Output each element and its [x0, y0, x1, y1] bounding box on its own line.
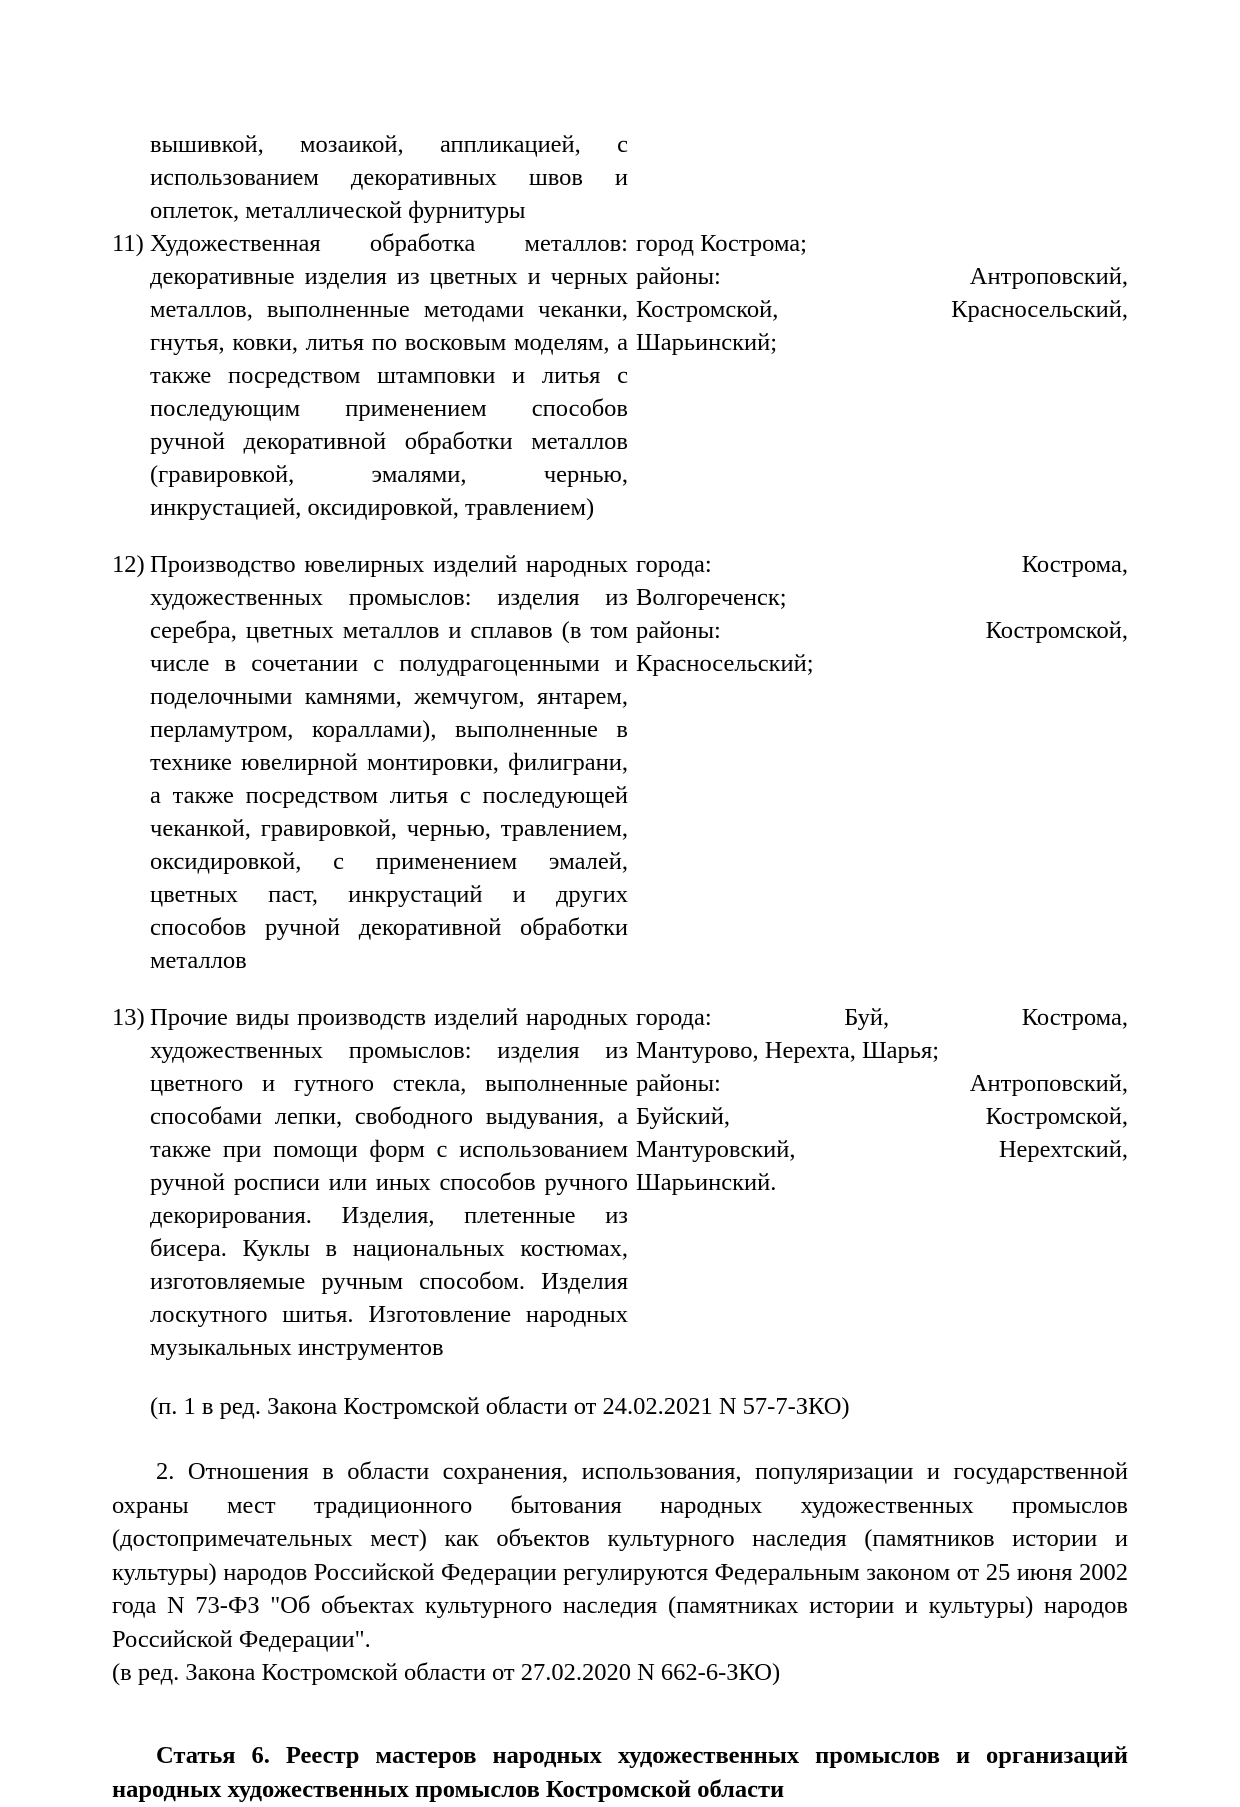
- item-number-11: 11): [112, 230, 144, 257]
- item-territory-11: [636, 227, 1128, 359]
- territory-line: районы: Антроповский,: [636, 263, 1128, 290]
- item-description-13: Прочие виды производств изделий народных художественных промыслов: изделия из цветного и гутного стекла, выполненные способами лепки, свободного выдувания, а также при помощи форм с использованием ручной росписи или иных способов ручного декорирования. Изделия, плетенные из бисера. Куклы в национальных костюмах, изготовляемые ручным способом. Изделия лоскутного шитья. Изготовление народных музыкальных инструментов: [150, 1004, 628, 1361]
- paragraph-2: 2. Отношения в области сохранения, использования, популяризации и государственной охраны мест традиционного бытования народных художественных промыслов (достопримечательных мест) как объектов культурного наследия (памятников истории и культуры) народов Российской Федерации регулируются Федеральным законом от 25 июня 2002 года N 73-ФЗ "Об объектах культурного наследия (памятниках истории и культуры) народов Российской Федерации".: [112, 1458, 1128, 1653]
- territory-line: районы: Антроповский,: [636, 1070, 1128, 1097]
- item-reference-note: (п. 1 в ред. Закона Костромской области от 24.02.2021 N 57-7-ЗКО): [150, 1393, 850, 1420]
- article-6-heading: Статья 6. Реестр мастеров народных художественных промыслов и организаций народных художественных промыслов Костромской области: [112, 1742, 1128, 1803]
- territory-line: Костромской, Красносельский,: [636, 296, 1128, 323]
- list-item-11: [112, 227, 1128, 524]
- territory-line: Буйский, Костромской,: [636, 1103, 1128, 1130]
- item-territory-13: [636, 1001, 1128, 1199]
- page-content: [112, 128, 1128, 1807]
- territory-line: Мантуровский, Нерехтский,: [636, 1136, 1128, 1163]
- territory-line: Красносельский;: [636, 650, 814, 677]
- list-item-12: [112, 548, 1128, 977]
- item-number-13: 13): [112, 1004, 145, 1031]
- item-number-12: 12): [112, 551, 145, 578]
- territory-line: города: Кострома,: [636, 551, 1128, 578]
- continuation-text: вышивкой, мозаикой, аппликацией, с использованием декоративных швов и оплеток, металлической фурнитуры: [150, 131, 628, 224]
- territory-line: Мантурово, Нерехта, Шарья;: [636, 1037, 940, 1064]
- territory-line: город Кострома;: [636, 230, 807, 257]
- paragraph-2-reference-note: (в ред. Закона Костромской области от 27.02.2020 N 662-6-ЗКО): [112, 1659, 781, 1686]
- item-description-11: Художественная обработка металлов: декоративные изделия из цветных и черных металлов, выполненные методами чеканки, гнутья, ковки, литья по восковым моделям, а также посредством штамповки и литья с последующим применением способов ручной декоративной обработки металлов (гравировкой, эмалями, чернью, инкрустацией, оксидировкой, травлением): [150, 230, 628, 521]
- territory-line: города: Буй, Кострома,: [636, 1004, 1128, 1031]
- territory-line: Волгореченск;: [636, 584, 787, 611]
- item-description-12: Производство ювелирных изделий народных художественных промыслов: изделия из серебра, цветных металлов и сплавов (в том числе в сочетании с полудрагоценными и поделочными камнями, жемчугом, янтарем, перламутром, кораллами), выполненные в технике ювелирной монтировки, филиграни, а также посредством литья с последующей чеканкой, гравировкой, чернью, травлением, оксидировкой, с применением эмалей, цветных паст, инкрустаций и других способов ручной декоративной обработки металлов: [150, 551, 628, 974]
- territory-line: Шарьинский;: [636, 329, 778, 356]
- list-item-13: [112, 1001, 1128, 1364]
- continuation-row: [112, 128, 1128, 227]
- territory-line: Шарьинский.: [636, 1169, 777, 1196]
- territory-line: районы: Костромской,: [636, 617, 1128, 644]
- item-territory-12: [636, 548, 1128, 680]
